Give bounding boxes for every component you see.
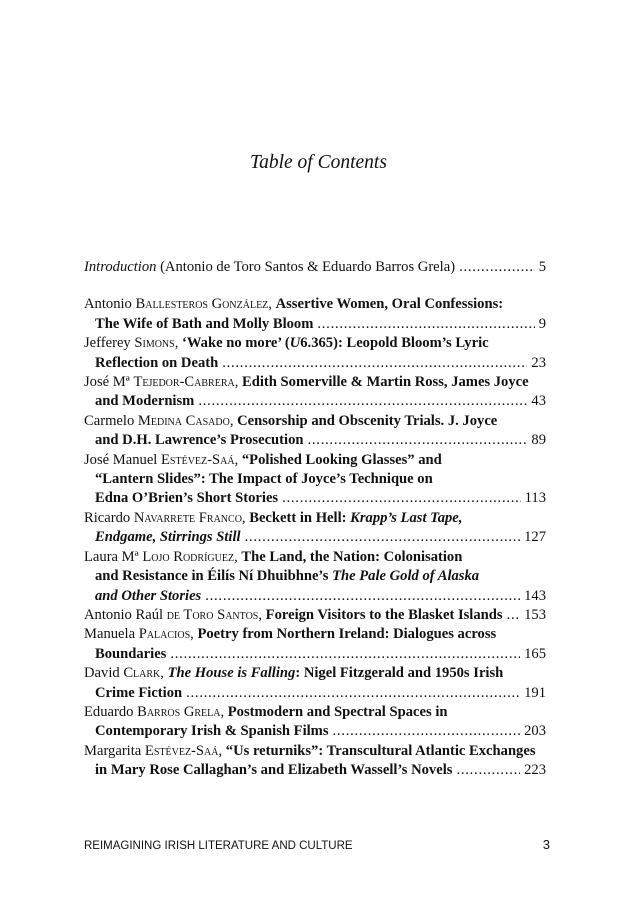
page-footer: [84, 837, 550, 852]
chapter-title: and Modernism: [95, 393, 195, 410]
page-number: 203: [524, 723, 546, 740]
dot-leader: [456, 761, 520, 780]
author-surname: Ballesteros González: [135, 296, 269, 313]
page-number: 153: [524, 606, 546, 623]
author-surname: de Toro Santos: [166, 606, 259, 623]
author-first: Eduardo: [84, 703, 138, 720]
dot-leader: [170, 645, 520, 664]
page-number: 43: [531, 393, 546, 410]
author-first: Ricardo: [84, 509, 134, 526]
page-number: 191: [524, 684, 546, 701]
chapter-title: and D.H. Lawrence’s Prosecution: [95, 432, 304, 449]
page-number: 223: [524, 762, 546, 779]
author-surname: Estévez-Saá: [144, 742, 219, 759]
toc-entry[interactable]: [84, 664, 546, 703]
toc-entry[interactable]: [84, 742, 546, 781]
toc-entry[interactable]: [84, 548, 546, 606]
page-title: Table of Contents: [250, 152, 387, 173]
author-first: Margarita: [84, 742, 145, 759]
author-first: Manuela: [84, 626, 139, 643]
dot-leader: [507, 606, 521, 625]
title-part: and Resistance in Éilís Ní Dhuibhne’s: [95, 568, 333, 585]
chapter-title: [95, 587, 201, 606]
toc-entry[interactable]: [84, 451, 546, 509]
page-number-footer: 3: [542, 837, 550, 852]
page-number: 5: [538, 259, 546, 275]
table-of-contents: [84, 258, 546, 781]
toc-entry[interactable]: [84, 295, 546, 334]
author-first: Laura Mª: [84, 548, 143, 565]
author-surname: Simons: [134, 335, 175, 352]
toc-entry-introduction[interactable]: [84, 258, 546, 277]
page-number: 23: [531, 354, 546, 371]
chapter-title: Boundaries: [95, 645, 167, 662]
entry-text: Manuela Palacios, Poetry from Northern Ireland: Dialogues across: [84, 626, 497, 643]
dot-leader: [198, 392, 527, 411]
entry-text: Antonio Ballesteros González, Assertive Women, Oral Confessions:: [84, 296, 504, 313]
entry-text: José Mª Tejedor-Cabrera, Edith Somerville & Martin Ross, James Joyce: [84, 374, 529, 391]
intro-text: [84, 258, 455, 277]
author-first: José Manuel: [84, 451, 162, 468]
author-surname: Lojo Rodríguez: [142, 548, 235, 565]
author-surname: Tejedor-Cabrera: [133, 374, 235, 391]
dot-leader: [186, 684, 520, 703]
dot-leader: [205, 587, 520, 606]
toc-entry[interactable]: [84, 606, 546, 625]
author-surname: Clark: [123, 665, 161, 682]
chapter-title: Poetry from Northern Ireland: Dialogues across: [197, 626, 497, 643]
chapter-title: Contemporary Irish & Spanish Films: [95, 723, 329, 740]
author-surname: Navarrete Franco: [133, 509, 242, 526]
chapter-title: [95, 567, 479, 586]
toc-entry[interactable]: [84, 334, 546, 373]
chapter-title: Reflection on Death: [95, 354, 219, 371]
chapter-title: The Wife of Bath and Molly Bloom: [95, 315, 314, 332]
entry-text: David Clark, The House is Falling: Nigel Fitzgerald and 1950s Irish: [84, 665, 504, 682]
author-surname: Estévez-Saá: [161, 451, 235, 468]
author-surname: Medina Casado: [137, 412, 230, 429]
chapter-title: Postmodern and Spectral Spaces in: [227, 703, 448, 720]
author-first: José Mª: [84, 374, 134, 391]
dot-leader: [459, 258, 535, 277]
page-number: 165: [524, 645, 546, 662]
title-italic: The Pale Gold of Alaska: [332, 568, 480, 585]
author-first: David: [84, 665, 124, 682]
title-italic: The House is Falling: [167, 665, 296, 682]
series-title: REIMAGINING IRISH LITERATURE AND CULTURE: [84, 840, 353, 852]
chapter-title: The Land, the Nation: Colonisation: [241, 548, 463, 565]
title-italic: Krapp’s Last Tape,: [350, 509, 463, 526]
toc-entry[interactable]: [84, 625, 546, 664]
dot-leader: [282, 489, 521, 508]
author-first: Carmelo: [84, 412, 138, 429]
chapter-title: Edith Somerville & Martin Ross, James Joyce: [242, 374, 529, 391]
title-italic: U: [289, 335, 301, 352]
chapter-title: Censorship and Obscenity Trials. J. Joyce: [237, 412, 498, 429]
entry-text: Ricardo Navarrete Franco, Beckett in Hell: Krapp’s Last Tape,: [84, 509, 463, 526]
entry-text: Margarita Estévez-Saá, “Us returniks”: Transcultural Atlantic Exchanges: [84, 742, 536, 759]
page-number: 127: [524, 529, 546, 546]
dot-leader: [308, 431, 528, 450]
entry-text: Eduardo Barros Grela, Postmodern and Spectral Spaces in: [84, 703, 448, 720]
title-part: 6.365): Leopold Bloom’s Lyric: [300, 335, 489, 352]
chapter-title: Assertive Women, Oral Confessions:: [275, 296, 504, 313]
entry-text: Antonio Raúl de Toro Santos, Foreign Visitors to the Blasket Islands: [84, 606, 503, 623]
chapter-title: Crime Fiction: [95, 684, 183, 701]
page-number: 9: [538, 315, 546, 332]
chapter-title: [168, 665, 504, 681]
chapter-title: [249, 510, 462, 526]
dot-leader: [222, 354, 527, 373]
title-italic: Endgame, Stirrings Still: [95, 529, 241, 546]
chapter-title: in Mary Rose Callaghan’s and Elizabeth Wassell’s Novels: [95, 762, 453, 779]
entry-text: Carmelo Medina Casado, Censorship and Obscenity Trials. J. Joyce: [84, 412, 498, 429]
intro-label: Introduction: [84, 259, 157, 275]
toc-entry[interactable]: [84, 703, 546, 742]
chapter-title: “Us returniks”: Transcultural Atlantic Exchanges: [225, 742, 536, 759]
chapter-title: [95, 528, 241, 547]
page-number: 143: [524, 587, 546, 604]
author-first: Antonio Raúl: [84, 606, 167, 623]
page-number: 113: [524, 490, 546, 507]
entry-text: José Manuel Estévez-Saá, “Polished Looking Glasses” and: [84, 451, 442, 468]
entry-text: Jefferey Simons, ‘Wake no more’ (U6.365): Leopold Bloom’s Lyric: [84, 335, 489, 352]
chapter-title: “Polished Looking Glasses” and: [241, 451, 442, 468]
toc-entry[interactable]: [84, 373, 546, 412]
chapter-title: Foreign Visitors to the Blasket Islands: [265, 606, 503, 623]
author-surname: Palacios: [138, 626, 191, 643]
dot-leader: [333, 722, 521, 741]
entry-text: Laura Mª Lojo Rodríguez, The Land, the Nation: Colonisation: [84, 548, 463, 565]
author-first: Antonio: [84, 296, 136, 313]
dot-leader: [317, 315, 534, 334]
author-surname: Barros Grela: [137, 703, 221, 720]
chapter-title: [182, 335, 489, 351]
toc-entry[interactable]: [84, 509, 546, 548]
page-number: 89: [531, 432, 546, 449]
title-part: ‘Wake no more’ (: [182, 335, 290, 352]
chapter-title: Edna O’Brien’s Short Stories: [95, 490, 279, 507]
title-italic: and Other Stories: [95, 587, 202, 604]
toc-entry[interactable]: [84, 412, 546, 451]
title-part: Beckett in Hell:: [249, 509, 351, 526]
author-first: Jefferey: [84, 335, 135, 352]
chapter-title: “Lantern Slides”: The Impact of Joyce’s Technique on: [95, 471, 433, 488]
title-part: : Nigel Fitzgerald and 1950s Irish: [295, 665, 504, 682]
intro-authors: (Antonio de Toro Santos & Eduardo Barros Grela): [156, 259, 456, 275]
dot-leader: [245, 528, 521, 547]
